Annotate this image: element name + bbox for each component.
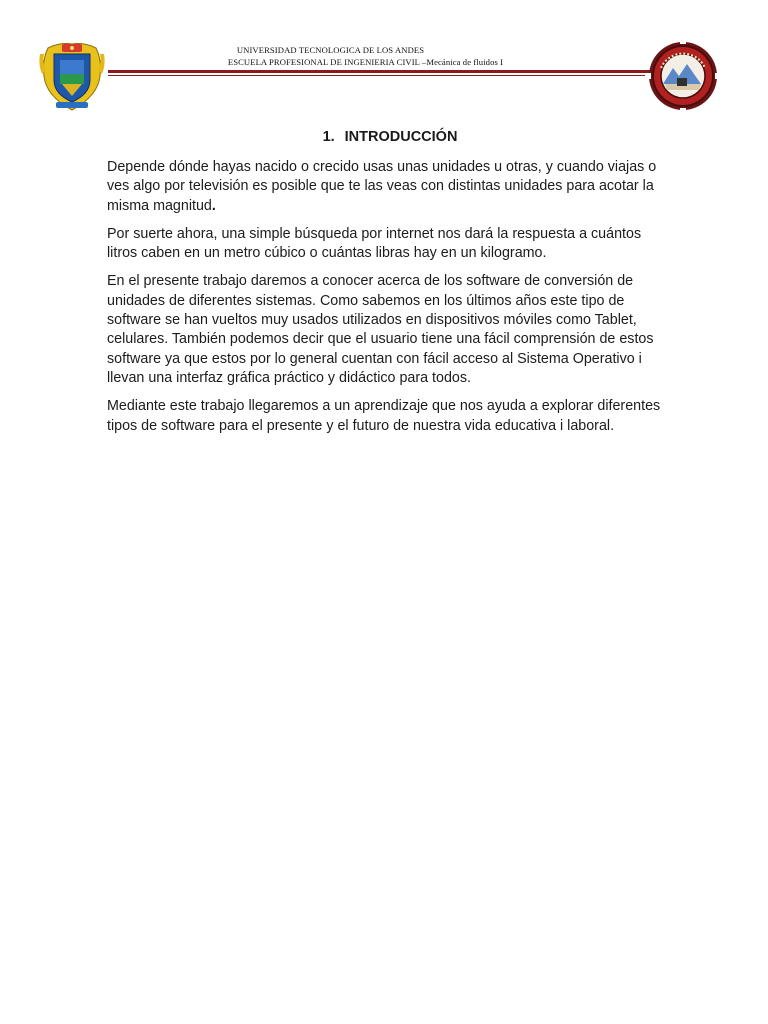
header-divider-thin xyxy=(108,75,653,76)
section-heading xyxy=(107,128,667,146)
paragraph-4: Mediante este trabajo llegaremos a un aprendizaje que nos ayuda a explorar diferentes tipos de software para el presente y el futuro de nuestra vida educativa i laboral. xyxy=(107,398,661,434)
paragraph-1-text: Depende dónde hayas nacido o crecido usas unas unidades u otras, y cuando viajas o ves algo por televisión es posible que te las veas con distintas unidades para acotar la misma magnitud xyxy=(107,159,657,214)
header-text xyxy=(108,44,653,68)
paragraph-1-period: . xyxy=(211,197,216,214)
civil-engineering-gear-emblem-icon xyxy=(645,38,721,114)
paragraph-3: En el presente trabajo daremos a conocer acerca de los software de conversión de unidades de diferentes sistemas. Como sabemos en los últimos años este tipo de software se han vueltos muy usados utilizados en dispositivos móviles como Tablet, celulares. También podemos decir que el usuario tiene una fácil comprensión de estos software ya que estos por lo general cuentan con fácil acceso al Sistema Operativo i llevan una interfaz gráfica práctico y didáctico para todos. xyxy=(107,273,654,386)
section-title: INTRODUCCIÓN xyxy=(344,129,458,145)
university-crest-icon xyxy=(38,40,106,112)
paragraph-1 xyxy=(107,158,667,216)
document-body xyxy=(107,128,667,445)
paragraph-2: Por suerte ahora, una simple búsqueda por internet nos dará la respuesta a cuántos litros caben en un metro cúbico o cuántas libras hay en un kilogramo. xyxy=(107,225,642,262)
page-header xyxy=(0,0,768,120)
header-divider xyxy=(108,70,653,73)
university-name: UNIVERSIDAD TECNOLOGICA DE LOS ANDES xyxy=(236,45,425,55)
section-number: 1. xyxy=(322,129,335,145)
school-name: ESCUELA PROFESIONAL DE INGENIERIA CIVIL –Mecánica de fluidos I xyxy=(227,57,504,67)
